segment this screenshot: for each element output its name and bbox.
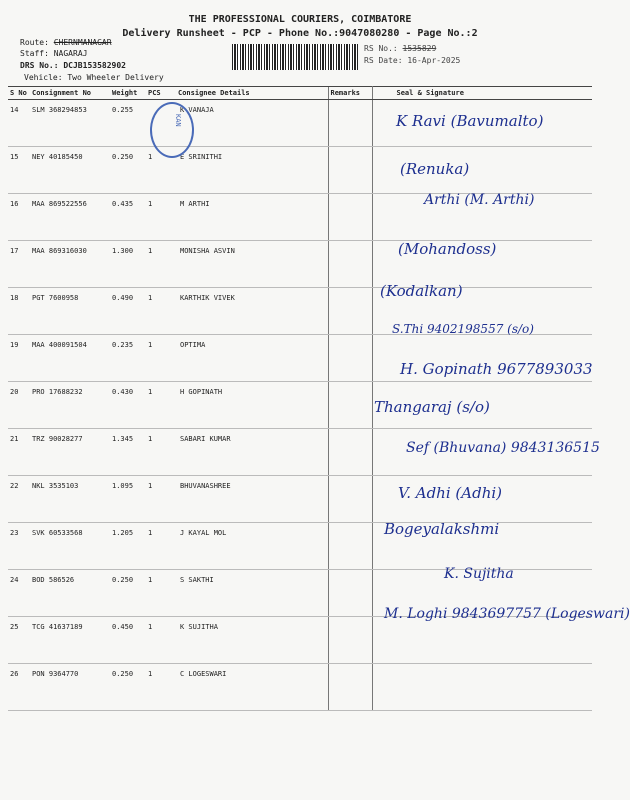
pcs-cell: 1	[146, 523, 176, 570]
signature-26: M. Loghi 9843697757 (Logeswari)	[384, 606, 630, 622]
consignee-cell: S SAKTHI	[176, 570, 328, 617]
pcs-cell: 1	[146, 429, 176, 476]
col-signature: Seal & Signature	[372, 87, 592, 100]
remarks-cell	[328, 288, 372, 335]
signature-cell	[372, 664, 592, 711]
sno-cell: 20	[8, 382, 30, 429]
sno-cell: 15	[8, 147, 30, 194]
staff-value: NAGARAJ	[53, 49, 88, 58]
weight-cell: 1.345	[110, 429, 146, 476]
pcs-cell: 1	[146, 194, 176, 241]
signature-19: S.Thi 9402198557 (s/o)	[392, 322, 534, 336]
consignment-cell: TCG 41637189	[30, 617, 110, 664]
remarks-cell	[328, 570, 372, 617]
vehicle-line: Vehicle: Two Wheeler Delivery	[24, 73, 164, 82]
consignee-cell: C LOGESWARI	[176, 664, 328, 711]
table-row	[8, 523, 592, 570]
sno-cell: 23	[8, 523, 30, 570]
col-remarks: Remarks	[328, 87, 372, 100]
route-line: Route: CHERNMANAGAR	[20, 38, 112, 47]
consignment-cell: PRO 17688232	[30, 382, 110, 429]
consignment-cell: PGT 7600958	[30, 288, 110, 335]
pcs-cell: 1	[146, 241, 176, 288]
consignee-cell: K VANAJA	[176, 100, 328, 147]
col-consignment: Consignment No	[30, 87, 110, 100]
route-value: CHERNMANAGAR	[53, 38, 112, 47]
pcs-cell: 1	[146, 476, 176, 523]
sno-cell: 21	[8, 429, 30, 476]
remarks-cell	[328, 241, 372, 288]
pcs-cell: 1	[146, 664, 176, 711]
consignee-cell: MONISHA ASVIN	[176, 241, 328, 288]
drs-value: DCJB153582902	[63, 61, 126, 70]
sno-cell: 18	[8, 288, 30, 335]
consignment-cell: SVK 60533568	[30, 523, 110, 570]
remarks-cell	[328, 617, 372, 664]
sno-cell: 22	[8, 476, 30, 523]
consignee-cell: OPTIMA	[176, 335, 328, 382]
consignee-cell: SABARI KUMAR	[176, 429, 328, 476]
remarks-cell	[328, 382, 372, 429]
sno-cell: 16	[8, 194, 30, 241]
rs-date-value: 16-Apr-2025	[407, 56, 461, 65]
signature-22: Sef (Bhuvana) 9843136515	[406, 440, 600, 456]
weight-cell: 0.435	[110, 194, 146, 241]
consignment-cell: NKL 3535103	[30, 476, 110, 523]
weight-cell: 0.430	[110, 382, 146, 429]
signature-15: (Renuka)	[400, 160, 470, 178]
consignee-cell: E SRINITHI	[176, 147, 328, 194]
remarks-cell	[328, 523, 372, 570]
consignee-cell: KARTHIK VIVEK	[176, 288, 328, 335]
remarks-cell	[328, 476, 372, 523]
sno-cell: 25	[8, 617, 30, 664]
col-pcs: PCS	[146, 87, 176, 100]
weight-cell: 0.250	[110, 147, 146, 194]
drs-line: DRS No.: DCJB153582902	[20, 61, 126, 70]
remarks-cell	[328, 664, 372, 711]
pcs-cell: 1	[146, 570, 176, 617]
table-row	[8, 476, 592, 523]
signature-14: K Ravi (Bavumalto)	[396, 112, 544, 130]
consignment-cell: MAA 869316030	[30, 241, 110, 288]
delivery-stamp: KAN	[150, 102, 194, 158]
table-row	[8, 664, 592, 711]
signature-25: K. Sujitha	[444, 566, 514, 582]
consignment-cell: TRZ 90028277	[30, 429, 110, 476]
sno-cell: 14	[8, 100, 30, 147]
signature-17: (Mohandoss)	[398, 240, 497, 258]
consignment-cell: PON 9364770	[30, 664, 110, 711]
table-row	[8, 241, 592, 288]
signature-20: H. Gopinath 9677893033	[400, 360, 593, 378]
table-row	[8, 147, 592, 194]
signature-24: Bogeyalakshmi	[384, 520, 500, 538]
remarks-cell	[328, 335, 372, 382]
rs-number-line: RS No.: 1535829	[364, 44, 437, 53]
weight-cell: 0.255	[110, 100, 146, 147]
pcs-cell: 1	[146, 147, 176, 194]
signature-cell	[372, 617, 592, 664]
consignee-cell: H GOPINATH	[176, 382, 328, 429]
staff-line: Staff: NAGARAJ	[20, 49, 88, 58]
weight-cell: 0.235	[110, 335, 146, 382]
sno-cell: 24	[8, 570, 30, 617]
company-title: THE PROFESSIONAL COURIERS, COIMBATORE	[188, 14, 412, 25]
weight-cell: 1.095	[110, 476, 146, 523]
consignment-cell: SLM 368294853	[30, 100, 110, 147]
col-consignee: Consignee Details	[176, 87, 328, 100]
weight-cell: 0.250	[110, 664, 146, 711]
consignment-cell: NEY 40185450	[30, 147, 110, 194]
consignment-cell: MAA 400091504	[30, 335, 110, 382]
signature-23: V. Adhi (Adhi)	[398, 484, 503, 502]
consignment-cell: MAA 869522556	[30, 194, 110, 241]
remarks-cell	[328, 194, 372, 241]
pcs-cell: 1	[146, 288, 176, 335]
weight-cell: 0.490	[110, 288, 146, 335]
sno-cell: 19	[8, 335, 30, 382]
pcs-cell: 1	[146, 335, 176, 382]
runsheet-subtitle: Delivery Runsheet - PCP - Phone No.:9047080280 - Page No.:2	[122, 28, 478, 39]
consignee-cell: K SUJITHA	[176, 617, 328, 664]
col-sno: S No	[8, 87, 30, 100]
weight-cell: 0.450	[110, 617, 146, 664]
signature-16: Arthi (M. Arthi)	[424, 192, 535, 208]
consignment-cell: BOD 586526	[30, 570, 110, 617]
sno-cell: 26	[8, 664, 30, 711]
rs-date-line: RS Date: 16-Apr-2025	[364, 56, 461, 65]
table-row	[8, 617, 592, 664]
weight-cell: 1.205	[110, 523, 146, 570]
weight-cell: 1.300	[110, 241, 146, 288]
remarks-cell	[328, 147, 372, 194]
remarks-cell	[328, 429, 372, 476]
pcs-cell: 1	[146, 617, 176, 664]
barcode-image	[232, 44, 358, 70]
weight-cell: 0.250	[110, 570, 146, 617]
pcs-cell: 1	[146, 382, 176, 429]
signature-18: (Kodalkan)	[380, 282, 463, 300]
signature-21: Thangaraj (s/o)	[374, 398, 490, 416]
consignee-cell: BHUVANASHREE	[176, 476, 328, 523]
remarks-cell	[328, 100, 372, 147]
table-header-row	[8, 87, 592, 100]
col-weight: Weight	[110, 87, 146, 100]
rs-number-value: 1535829	[402, 44, 437, 53]
consignee-cell: M ARTHI	[176, 194, 328, 241]
table-row	[8, 382, 592, 429]
consignee-cell: J KAYAL MOL	[176, 523, 328, 570]
vehicle-value: Two Wheeler Delivery	[67, 73, 164, 82]
sno-cell: 17	[8, 241, 30, 288]
